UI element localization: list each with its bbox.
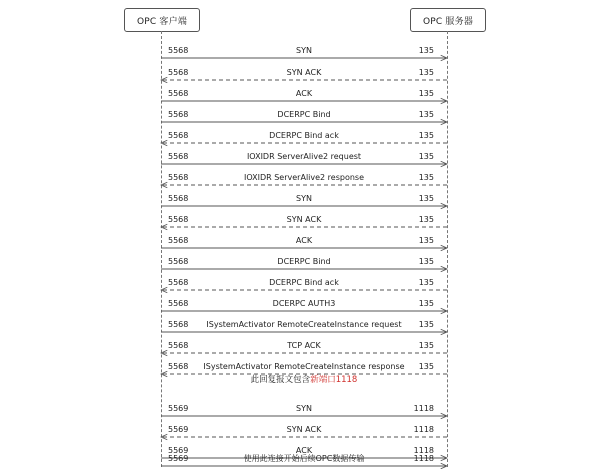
client-port: 5568	[168, 89, 189, 98]
message-label: ACK	[295, 89, 313, 98]
server-port: 1118	[413, 425, 434, 434]
server-port: 135	[418, 362, 434, 371]
server-port: 135	[418, 173, 434, 182]
server-port: 1118	[413, 454, 434, 463]
server-port: 135	[418, 68, 434, 77]
client-port: 5568	[168, 257, 189, 266]
client-port: 5568	[168, 173, 189, 182]
message-label: DCERPC Bind ack	[269, 131, 339, 140]
new-port-annotation	[251, 375, 358, 386]
client-port: 5568	[168, 131, 189, 140]
client-port: 5569	[168, 454, 189, 463]
server-port: 135	[418, 89, 434, 98]
message-label: SYN ACK	[286, 425, 322, 434]
annotation-highlight: 新端口1118	[310, 375, 358, 385]
client-port: 5568	[168, 278, 189, 287]
client-port: 5568	[168, 110, 189, 119]
client-port: 5568	[168, 215, 189, 224]
client-port: 5568	[168, 320, 189, 329]
participant-client-label: OPC 客户端	[136, 16, 188, 27]
message-label: IOXIDR ServerAlive2 response	[243, 173, 365, 182]
server-port: 135	[418, 341, 434, 350]
client-port: 5569	[168, 425, 189, 434]
server-port: 135	[418, 236, 434, 245]
annotation-prefix: 此回复报文包含	[250, 375, 311, 385]
server-port: 1118	[413, 404, 434, 413]
message-label: 使用此连接开始后续OPC数据传输	[243, 454, 365, 463]
message-label: SYN	[296, 46, 312, 55]
client-port: 5569	[168, 446, 189, 455]
client-port: 5568	[168, 68, 189, 77]
client-port: 5568	[168, 194, 189, 203]
message-label: SYN ACK	[286, 215, 322, 224]
message-label: SYN	[296, 404, 312, 413]
server-port: 135	[418, 299, 434, 308]
message-label: DCERPC Bind	[277, 110, 331, 119]
server-port: 1118	[413, 446, 434, 455]
client-port: 5568	[168, 341, 189, 350]
client-port: 5568	[168, 236, 189, 245]
message-label: ACK	[295, 236, 313, 245]
message-label: DCERPC Bind ack	[269, 278, 339, 287]
server-port: 135	[418, 110, 434, 119]
message-label: ISystemActivator RemoteCreateInstance response	[203, 362, 405, 371]
server-port: 135	[418, 320, 434, 329]
message-label: DCERPC Bind	[277, 257, 331, 266]
participant-server-label: OPC 服务器	[422, 16, 474, 27]
server-port: 135	[418, 215, 434, 224]
message-label: ACK	[295, 446, 313, 455]
message-label: SYN ACK	[286, 68, 322, 77]
server-port: 135	[418, 278, 434, 287]
client-port: 5569	[168, 404, 189, 413]
client-port: 5568	[168, 362, 189, 371]
client-port: 5568	[168, 46, 189, 55]
server-port: 135	[418, 46, 434, 55]
client-port: 5568	[168, 299, 189, 308]
server-port: 135	[418, 152, 434, 161]
message-label: DCERPC AUTH3	[272, 299, 336, 308]
message-label: ISystemActivator RemoteCreateInstance request	[206, 320, 402, 329]
server-port: 135	[418, 194, 434, 203]
message-label: TCP ACK	[287, 341, 321, 350]
server-port: 135	[418, 131, 434, 140]
server-port: 135	[418, 257, 434, 266]
message-label: IOXIDR ServerAlive2 request	[246, 152, 362, 161]
client-port: 5568	[168, 152, 189, 161]
message-label: SYN	[296, 194, 312, 203]
